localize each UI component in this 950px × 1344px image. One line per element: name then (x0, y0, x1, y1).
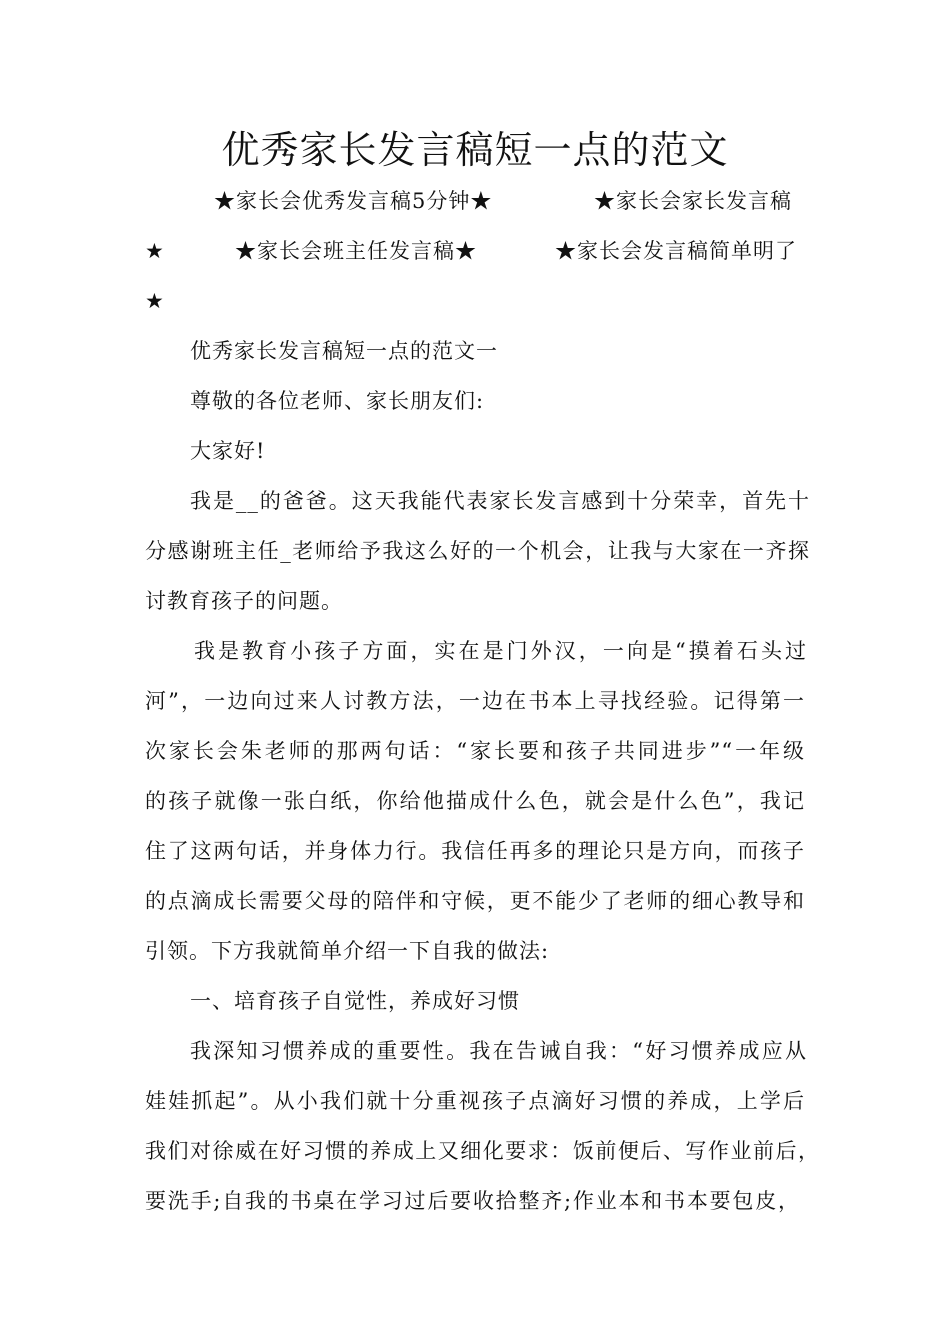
paragraph-line: 的孩子就像一张白纸，你给他描成什么色，就会是什么色”，我记 (145, 789, 805, 813)
greeting: 大家好! (190, 439, 266, 463)
related-links-line-3 (145, 286, 825, 316)
paragraph-line: 住了这两句话，并身体力行。我信任再多的理论只是方向，而孩子 (145, 839, 805, 863)
section-heading-sample-one: 优秀家长发言稿短一点的范文一 (190, 339, 498, 363)
paragraph-line: 我们对徐威在好习惯的养成上又细化要求：饭前便后、写作业前后， (145, 1139, 820, 1163)
related-link-simple-speech[interactable]: ★家长会发言稿简单明了 (555, 239, 797, 263)
paragraph-line: 的点滴成长需要父母的陪伴和守候，更不能少了老师的细心教导和 (145, 889, 805, 913)
related-link-simple-speech-star[interactable]: ★ (145, 289, 165, 313)
paragraph-line: 分感谢班主任_老师给予我这么好的一个机会，让我与大家在一齐探 (145, 539, 810, 563)
paragraph-line: 要洗手;自我的书桌在学习过后要收拾整齐;作业本和书本要包皮， (145, 1189, 800, 1213)
salutation: 尊敬的各位老师、家长朋友们: (190, 389, 485, 413)
related-link-speech-5min[interactable]: ★家长会优秀发言稿5分钟★ (214, 189, 493, 213)
paragraph-line: 我是__的爸爸。这天我能代表家长发言感到十分荣幸，首先十 (190, 489, 810, 513)
paragraph-line: 次家长会朱老师的那两句话：“家长要和孩子共同进步”“一年级 (145, 739, 805, 763)
document-title: 优秀家长发言稿短一点的范文 (221, 128, 729, 172)
section-heading-habits: 一、培育孩子自觉性，养成好习惯 (190, 989, 520, 1013)
related-links-line-2 (145, 236, 825, 266)
paragraph-line: 我深知习惯养成的重要性。我在告诫自我：“好习惯养成应从 (190, 1039, 807, 1063)
paragraph-line: 河”，一边向过来人讨教方法，一边在书本上寻找经验。记得第一 (145, 689, 805, 713)
paragraph-line: 引领。下方我就简单介绍一下自我的做法: (145, 939, 550, 963)
paragraph-line: 讨教育孩子的问题。 (145, 589, 343, 613)
related-link-teacher-speech[interactable]: ★家长会班主任发言稿★ (235, 239, 477, 263)
related-link-parent-speech[interactable]: ★家长会家长发言稿 (594, 189, 792, 213)
paragraph-line: 我是教育小孩子方面，实在是门外汉，一向是“摸着石头过 (194, 639, 807, 663)
paragraph-line: 娃娃抓起”。从小我们就十分重视孩子点滴好习惯的养成，上学后 (145, 1089, 805, 1113)
related-link-parent-speech-star[interactable]: ★ (145, 239, 165, 263)
related-links-line-1 (214, 186, 814, 216)
